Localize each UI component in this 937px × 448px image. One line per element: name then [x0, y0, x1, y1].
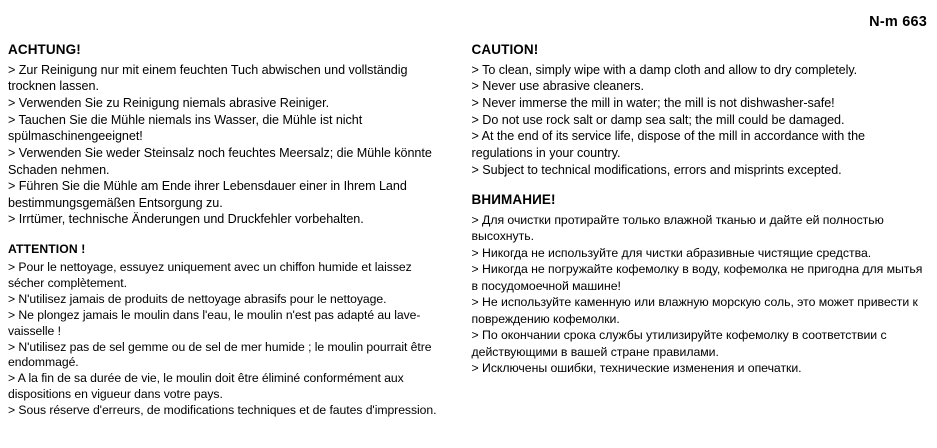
- left-column: [8, 42, 469, 419]
- russian-heading: ВНИМАНИЕ!: [471, 192, 556, 208]
- german-line-4: > Verwenden Sie weder Steinsalz noch feuchtes Meersalz; die Mühle könnte Schaden nehmen.: [8, 145, 432, 177]
- german-line-5: > Führen Sie die Mühle am Ende ihrer Lebensdauer einer in Ihrem Land bestimmungsgemäßen Entsorgung zu.: [8, 179, 407, 210]
- right-column: [469, 42, 929, 419]
- model-code: N-m 663: [869, 14, 927, 30]
- russian-line-2: > Никогда не используйте для чистки абразивные чистящие средства.: [471, 245, 872, 260]
- french-line-6: > Sous réserve d'erreurs, de modifications techniques et de fautes d'impression.: [8, 402, 437, 417]
- english-line-1: > To clean, simply wipe with a damp cloth and allow to dry completely.: [471, 62, 858, 77]
- english-line-6: > Subject to technical modifications, errors and misprints excepted.: [471, 162, 842, 177]
- english-line-4: > Do not use rock salt or damp sea salt; the mill could be damaged.: [471, 112, 845, 127]
- french-line-4: > N'utilisez pas de sel gemme ou de sel de mer humide ; le moulin pourrait être endommagé.: [8, 339, 432, 370]
- french-heading: ATTENTION !: [8, 241, 86, 256]
- russian-line-3: > Никогда не погружайте кофемолку в воду, кофемолка не пригодна для мытья в посудомоечной машине!: [471, 262, 923, 293]
- language-spacer-left: [8, 228, 447, 242]
- french-line-2: > N'utilisez jamais de produits de nettoyage abrasifs pour le nettoyage.: [8, 291, 387, 306]
- russian-line-5: > По окончании срока службы утилизируйте кофемолку в соответствии с действующими в вашей стране правилами.: [471, 328, 887, 359]
- language-spacer-right: [472, 178, 929, 192]
- german-line-6: > Irrtümer, technische Änderungen und Druckfehler vorbehalten.: [8, 212, 364, 227]
- english-line-2: > Never use abrasive cleaners.: [471, 79, 644, 94]
- german-line-2: > Verwenden Sie zu Reinigung niemals abrasive Reiniger.: [8, 96, 330, 111]
- section-russian: [472, 192, 929, 377]
- section-german: [8, 42, 447, 228]
- german-line-1: > Zur Reinigung nur mit einem feuchten Tuch abwischen und vollständig trocknen lassen.: [8, 62, 408, 94]
- german-heading: ACHTUNG!: [8, 42, 81, 57]
- english-line-3: > Never immerse the mill in water; the mill is not dishwasher-safe!: [471, 96, 835, 111]
- section-english: [472, 42, 929, 178]
- english-line-5: > At the end of its service life, dispose of the mill in accordance with the regulations in your country.: [471, 129, 866, 160]
- text-columns: [8, 42, 929, 419]
- russian-line-4: > Не используйте каменную или влажную морскую соль, это может привести к повреждению кофемолки.: [471, 295, 918, 326]
- french-line-3: > Ne plongez jamais le moulin dans l'eau, le moulin n'est pas adapté au lave-vaisselle !: [8, 307, 421, 338]
- french-line-5: > A la fin de sa durée de vie, le moulin doit être éliminé conformément aux dispositions en vigueur dans votre pays.: [8, 371, 404, 402]
- english-heading: CAUTION!: [471, 42, 539, 57]
- german-line-3: > Tauchen Sie die Mühle niemals ins Wasser, die Mühle ist nicht spülmaschinengeeignet!: [8, 112, 363, 144]
- french-line-1: > Pour le nettoyage, essuyez uniquement avec un chiffon humide et laissez sécher complètement.: [8, 260, 412, 291]
- russian-line-1: > Для очистки протирайте только влажной тканью и дайте ей полностью высохнуть.: [471, 213, 884, 244]
- russian-line-6: > Исключены ошибки, технические изменения и опечатки.: [471, 361, 802, 376]
- section-french: [8, 242, 447, 419]
